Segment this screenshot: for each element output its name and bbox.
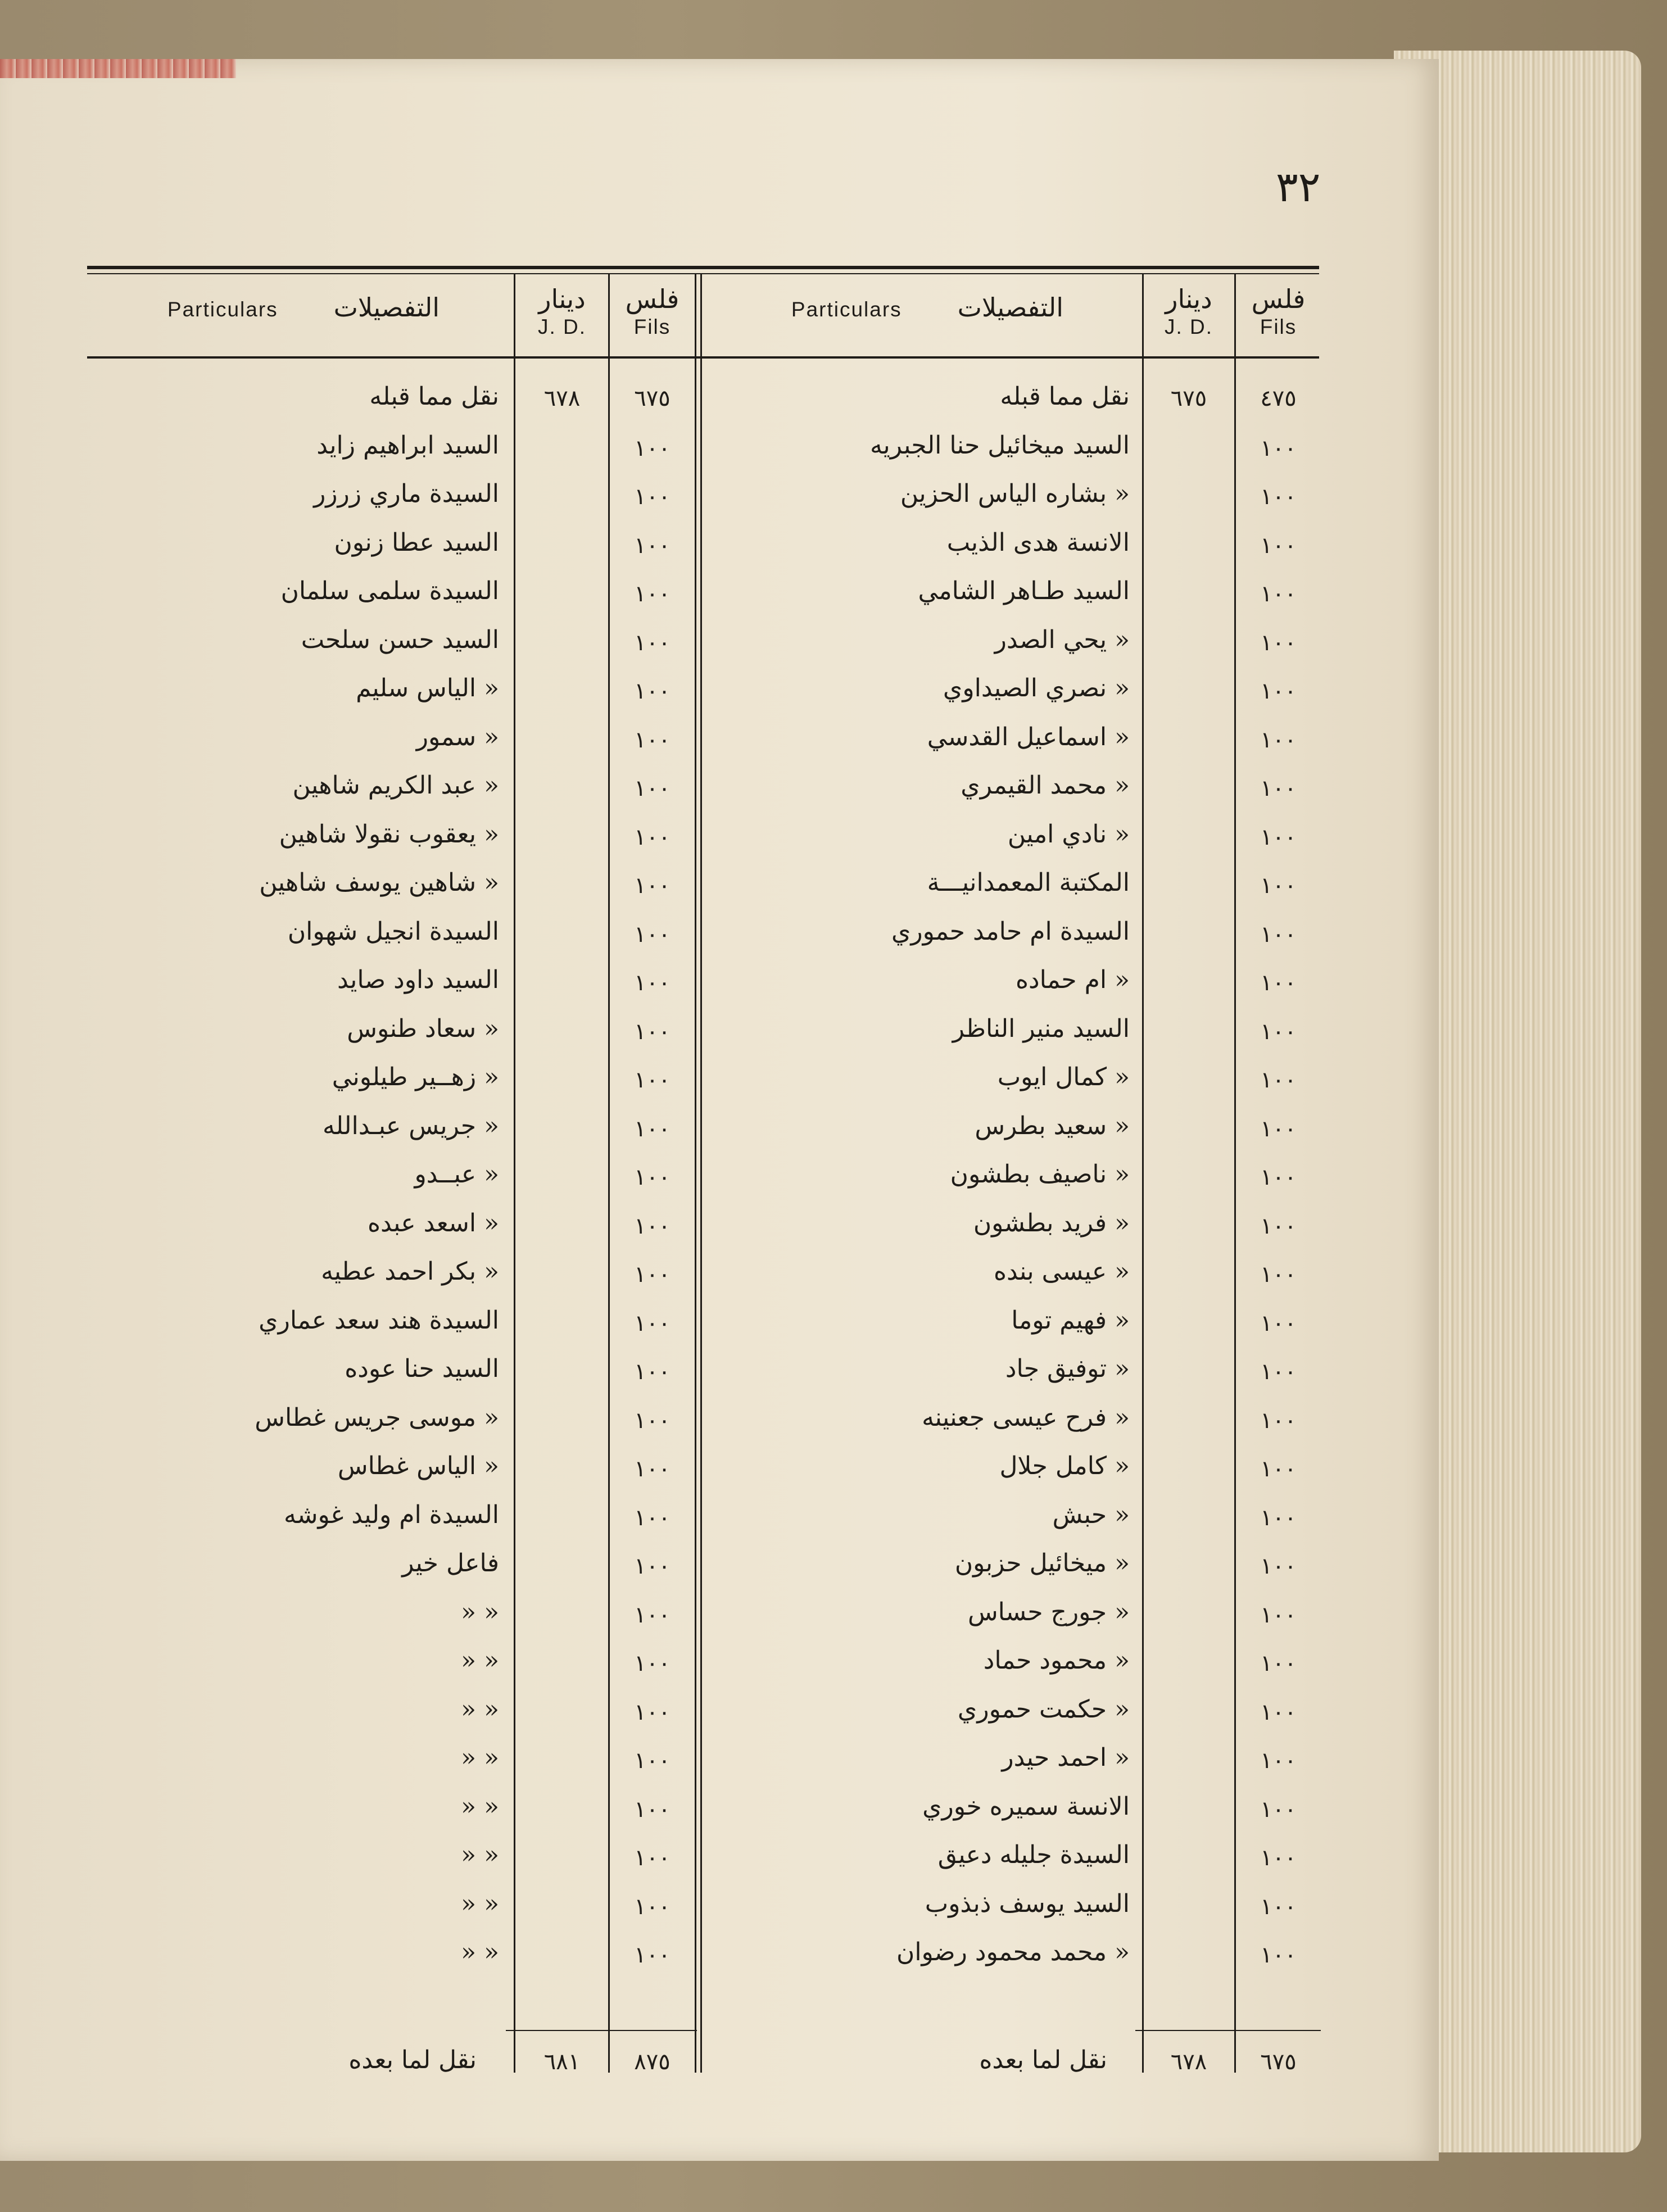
left-entry-name: « « — [461, 1694, 499, 1724]
left-entry-name: « بكر احمد عطيه — [321, 1257, 499, 1286]
right-carried-forward-dinar: ٦٧٨ — [1170, 2049, 1207, 2075]
left-entry-name: « الياس غطاس — [337, 1452, 499, 1480]
left-entry-fils: ١٠٠ — [634, 1602, 671, 1628]
right-entry-name: « جورج حساس — [967, 1597, 1130, 1626]
right-entry-fils: ١٠٠ — [1260, 484, 1297, 510]
left-entry-name: « جريس عبـدالله — [322, 1111, 499, 1140]
right-entry-name: السيد طـاهر الشامي — [918, 577, 1130, 605]
right-entry-name: السيد ميخائيل حنا الجبريه — [869, 430, 1130, 460]
right-entry-name: « ناصيف بطشون — [950, 1160, 1130, 1189]
right-entry-fils: ١٠٠ — [1260, 629, 1297, 656]
right-entry-name: « نصري الصيداوي — [943, 674, 1130, 702]
right-entry-fils: ١٠٠ — [1260, 1942, 1297, 1968]
divider-left-fils — [514, 274, 515, 2073]
left-entry-name: السيدة انجيل شهوان — [287, 917, 499, 946]
left-entry-fils: ١٠٠ — [634, 776, 671, 801]
left-entry-name: « « — [461, 1938, 499, 1966]
right-carried-forward-label: نقل لما بعده — [979, 2046, 1107, 2074]
left-entry-name: « « — [461, 1646, 499, 1675]
left-entry-fils: ١٠٠ — [634, 1407, 671, 1434]
right-entry-fils: ١٠٠ — [1260, 678, 1297, 704]
right-entry-name: « توفيق جاد — [1005, 1354, 1130, 1383]
right-entry-fils: ١٠٠ — [1260, 1164, 1297, 1190]
left-entry-name: « زهــير طيلوني — [332, 1063, 499, 1091]
left-entry-fils: ١٠٠ — [634, 1213, 671, 1239]
header-fils-left: فلس Fils — [625, 284, 680, 339]
header-dinar-right: دينار J. D. — [1164, 284, 1213, 339]
left-entry-fils: ١٠٠ — [634, 1651, 671, 1676]
right-entry-name: « بشاره الياس الحزين — [900, 479, 1130, 508]
left-entry-fils: ١٠٠ — [634, 727, 671, 753]
left-entry-fils: ١٠٠ — [634, 1553, 671, 1579]
left-entry-name: « عبد الكريم شاهين — [292, 771, 499, 800]
right-entry-fils: ١٠٠ — [1260, 824, 1297, 850]
left-entry-fils: ١٠٠ — [634, 629, 671, 656]
right-entry-name: « نادي امين — [1007, 819, 1130, 849]
left-entry-fils: ١٠٠ — [634, 873, 671, 899]
left-entry-name: السيدة سلمى سلمان — [280, 577, 499, 605]
left-entry-name: « « — [461, 1889, 499, 1918]
right-brought-forward-fils: ٤٧٥ — [1260, 386, 1297, 411]
right-entry-name: « كمال ايوب — [997, 1063, 1130, 1091]
right-entry-fils: ١٠٠ — [1260, 1504, 1297, 1531]
header-particulars-right: Particulars التفصيلات — [791, 292, 1064, 323]
right-entry-fils: ١٠٠ — [1260, 435, 1297, 461]
divider-center-a — [695, 274, 696, 2073]
left-carried-forward-dinar: ٦٨١ — [543, 2049, 581, 2075]
left-entry-fils: ١٠٠ — [634, 1796, 671, 1823]
right-entry-fils: ١٠٠ — [1260, 970, 1297, 996]
right-entry-fils: ١٠٠ — [1260, 1310, 1297, 1336]
right-entry-name: « كامل جلال — [999, 1452, 1130, 1480]
right-entry-fils: ١٠٠ — [1260, 1407, 1297, 1434]
left-entry-fils: ١٠٠ — [634, 484, 671, 510]
right-brought-forward-dinar: ٦٧٥ — [1170, 386, 1207, 411]
right-entry-name: « اسماعيل القدسي — [927, 722, 1130, 751]
right-entry-name: « محمود حماد — [983, 1646, 1130, 1675]
left-entry-name: السيدة ام وليد غوشه — [284, 1500, 499, 1529]
left-entry-name: السيد ابراهيم زايد — [316, 430, 499, 460]
header-dinar-left: دينار J. D. — [537, 284, 587, 339]
left-entry-fils: ١٠٠ — [634, 1262, 671, 1288]
right-entry-fils: ١٠٠ — [1260, 1067, 1297, 1093]
right-entry-fils: ١٠٠ — [1260, 1116, 1297, 1142]
header-particulars-left: Particulars التفصيلات — [167, 292, 440, 323]
right-brought-forward-label: نقل مما قبله — [1000, 382, 1130, 411]
left-carried-forward-label: نقل لما بعده — [348, 2046, 477, 2074]
left-entry-name: السيدة ماري زرزر — [314, 479, 499, 508]
left-entry-name: « سمور — [416, 722, 499, 751]
divider-right-fils — [1142, 274, 1144, 2073]
left-entry-fils: ١٠٠ — [634, 1456, 671, 1482]
left-entry-fils: ١٠٠ — [634, 1942, 671, 1968]
right-entry-fils: ١٠٠ — [1260, 1845, 1297, 1871]
left-entry-name: السيد داود صايد — [337, 966, 499, 994]
right-entry-name: « فهيم توما — [1011, 1306, 1130, 1335]
right-entry-name: الانسة هدى الذيب — [946, 528, 1130, 557]
right-entry-fils: ١٠٠ — [1260, 1651, 1297, 1676]
left-entry-fils: ١٠٠ — [634, 1067, 671, 1093]
right-entry-name: « محمد محمود رضوان — [896, 1938, 1130, 1966]
left-entry-fils: ١٠٠ — [634, 824, 671, 850]
right-entry-fils: ١٠٠ — [1260, 1359, 1297, 1385]
right-entry-fils: ١٠٠ — [1260, 1262, 1297, 1288]
left-entry-name: فاعل خير — [402, 1549, 499, 1578]
left-entry-fils: ١٠٠ — [634, 532, 671, 559]
left-entry-fils: ١٠٠ — [634, 1116, 671, 1142]
top-rule-thin — [87, 273, 1319, 274]
left-entry-name: السيد عطا زنون — [334, 528, 499, 557]
right-entry-name: الانسة سميره خوري — [922, 1792, 1130, 1821]
left-brought-forward-dinar: ٦٧٨ — [543, 386, 581, 411]
page-number: ٣٢ — [1276, 163, 1321, 211]
left-entry-name: « اسعد عبده — [368, 1208, 499, 1238]
right-entry-fils: ١٠٠ — [1260, 1602, 1297, 1628]
left-entry-fils: ١٠٠ — [634, 1504, 671, 1531]
left-entry-fils: ١٠٠ — [634, 1164, 671, 1190]
left-entry-name: « عبــدو — [414, 1160, 499, 1189]
left-entry-name: « « — [461, 1597, 499, 1626]
right-entry-fils: ١٠٠ — [1260, 727, 1297, 753]
left-entry-name: السيد حنا عوده — [345, 1354, 499, 1383]
right-entry-name: « محمد القيمري — [961, 771, 1130, 800]
left-entry-fils: ١٠٠ — [634, 1748, 671, 1774]
left-entry-name: « « — [461, 1792, 499, 1821]
header-bottom-rule — [87, 356, 1319, 359]
right-entry-name: « يحي الصدر — [994, 625, 1130, 654]
left-entry-name: « سعاد طنوس — [347, 1014, 499, 1043]
divider-left-jd — [608, 274, 610, 2073]
right-entry-name: « احمد حيدر — [1002, 1743, 1130, 1772]
right-entry-name: « فريد بطشون — [973, 1208, 1130, 1238]
right-entry-name: المكتبة المعمدانيـــة — [927, 868, 1130, 897]
footer-rule-right — [1135, 2030, 1321, 2031]
left-entry-fils: ١٠٠ — [634, 678, 671, 704]
right-entry-fils: ١٠٠ — [1260, 1456, 1297, 1482]
right-entry-fils: ١٠٠ — [1260, 1748, 1297, 1774]
right-entry-fils: ١٠٠ — [1260, 1699, 1297, 1725]
top-rule-thick — [87, 266, 1319, 269]
divider-center-b — [700, 274, 702, 2073]
right-entry-name: « ميخائيل حزبون — [954, 1549, 1130, 1578]
header-fils-right: فلس Fils — [1251, 284, 1306, 339]
left-entry-name: « موسى جريس غطاس — [255, 1403, 499, 1432]
right-entry-fils: ١٠٠ — [1260, 532, 1297, 559]
right-entry-name: السيد منير الناظر — [952, 1014, 1130, 1043]
left-entry-fils: ١٠٠ — [634, 1893, 671, 1920]
left-entry-name: « « — [461, 1743, 499, 1772]
left-entry-fils: ١٠٠ — [634, 1310, 671, 1336]
right-entry-fils: ١٠٠ — [1260, 776, 1297, 801]
right-entry-fils: ١٠٠ — [1260, 1213, 1297, 1239]
left-entry-name: « يعقوب نقولا شاهين — [279, 819, 499, 849]
right-entry-name: « فرح عيسى جعنينه — [922, 1403, 1130, 1432]
left-entry-fils: ١٠٠ — [634, 435, 671, 461]
right-entry-fils: ١٠٠ — [1260, 1018, 1297, 1045]
left-entry-name: « الياس سليم — [356, 674, 499, 702]
left-entry-fils: ١٠٠ — [634, 581, 671, 607]
right-entry-fils: ١٠٠ — [1260, 1796, 1297, 1823]
footer-rule-thin — [506, 2030, 697, 2031]
left-entry-fils: ١٠٠ — [634, 1018, 671, 1045]
right-entry-fils: ١٠٠ — [1260, 581, 1297, 607]
left-entry-fils: ١٠٠ — [634, 1699, 671, 1725]
right-entry-name: « عيسى بنده — [993, 1257, 1130, 1286]
right-entry-name: « سعيد بطرس — [975, 1111, 1130, 1140]
right-carried-forward-fils: ٦٧٥ — [1260, 2049, 1297, 2075]
right-entry-fils: ١٠٠ — [1260, 873, 1297, 899]
left-entry-name: « شاهين يوسف شاهين — [259, 868, 499, 897]
right-entry-name: السيد يوسف ذبذوب — [925, 1889, 1130, 1918]
left-entry-fils: ١٠٠ — [634, 1845, 671, 1871]
right-entry-name: « حبش — [1052, 1500, 1130, 1529]
left-entry-name: السيد حسن سلحت — [301, 625, 499, 654]
right-entry-name: السيدة ام حامد حموري — [891, 917, 1130, 946]
left-brought-forward-fils: ٦٧٥ — [634, 386, 671, 411]
red-edge-stain — [0, 59, 236, 78]
left-entry-fils: ١٠٠ — [634, 1359, 671, 1385]
left-brought-forward-label: نقل مما قبله — [369, 382, 499, 411]
left-entry-fils: ١٠٠ — [634, 970, 671, 996]
left-carried-forward-fils: ٨٧٥ — [634, 2049, 671, 2075]
right-entry-name: « حكمت حموري — [957, 1694, 1130, 1724]
right-entry-fils: ١٠٠ — [1260, 921, 1297, 948]
right-entry-name: السيدة جليله دعيق — [937, 1841, 1130, 1869]
left-entry-name: « « — [461, 1841, 499, 1869]
right-entry-fils: ١٠٠ — [1260, 1553, 1297, 1579]
left-entry-name: السيدة هند سعد عماري — [259, 1306, 499, 1335]
left-entry-fils: ١٠٠ — [634, 921, 671, 948]
right-entry-fils: ١٠٠ — [1260, 1893, 1297, 1920]
divider-right-jd — [1234, 274, 1236, 2073]
right-entry-name: « ام حماده — [1015, 966, 1130, 994]
